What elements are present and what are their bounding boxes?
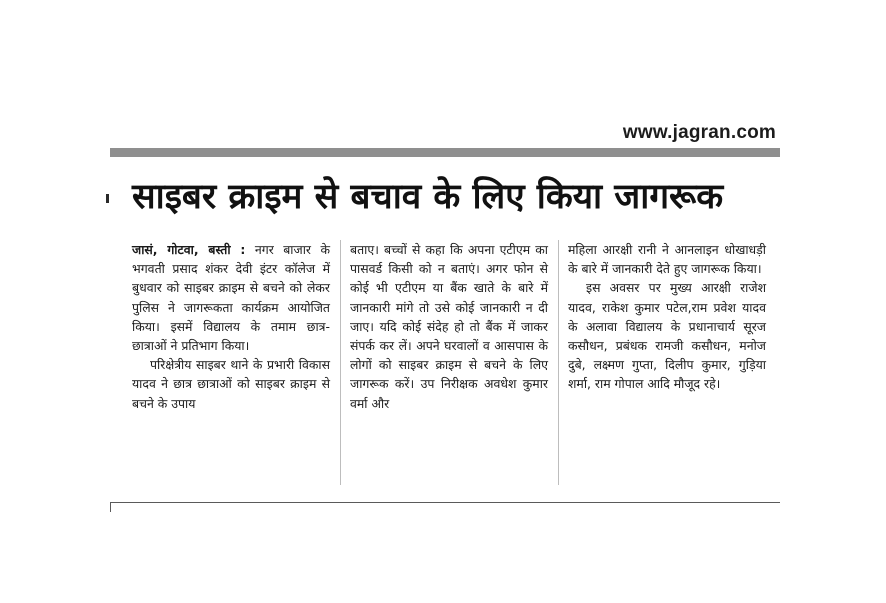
bottom-rule — [110, 502, 780, 503]
paragraph: इस अवसर पर मुख्य आरक्षी राजेश यादव, राकेश कुमार पटेल,राम प्रवेश यादव के अलावा विद्यालय के प्रधानाचार्य सूरज कसौधन, प्रबंधक रामजी कसौधन, मनोज दुबे, लक्ष्मण गुप्ता, दिलीप कुमार, गुड़िया शर्मा, राम गोपाल आदि मौजूद रहे। — [568, 280, 766, 392]
header-rule — [110, 148, 780, 157]
article-column-2 — [350, 240, 548, 413]
article-column-1 — [132, 240, 330, 413]
headline: साइबर क्राइम से बचाव के लिए किया जागरूक — [132, 177, 724, 217]
column-divider — [558, 240, 559, 485]
paragraph: बताए। बच्चों से कहा कि अपना एटीएम का पासवर्ड किसी को न बताएं। अगर फोन से कोई भी एटीएम या बैंक खाते के बारे में जानकारी मांगे तो उसे कोई जानकारी न दी जाए। यदि कोई संदेह हो तो बैंक में जाकर संपर्क कर लें। अपने घरवालों व आसपास के लोगों को साइबर क्राइम से बचने के लिए जागरूक करें। उप निरीक्षक अवधेश कुमार वर्मा और — [350, 242, 548, 411]
headline-marker — [106, 194, 109, 203]
corner-tick — [110, 502, 111, 512]
paragraph: महिला आरक्षी रानी ने आनलाइन धोखाधड़ी के बारे में जानकारी देते हुए जागरूक किया। — [568, 242, 766, 277]
paragraph — [132, 240, 330, 355]
paragraph: परिक्षेत्रीय साइबर थाने के प्रभारी विकास यादव ने छात्र छात्राओं को साइबर क्राइम से बचने के उपाय — [132, 357, 330, 411]
paragraph-text: नगर बाजार के भगवती प्रसाद शंकर देवी इंटर कॉलेज में बुधवार को साइबर क्राइम से बचने को लेकर पुलिस ने जागरूकता कार्यक्रम आयोजित किया। इसमें विद्यालय के तमाम छात्र-छात्राओं ने प्रतिभाग किया। — [132, 242, 330, 354]
column-divider — [340, 240, 341, 485]
article-column-3 — [568, 240, 766, 394]
website-url: www.jagran.com — [622, 122, 776, 143]
dateline: जासं, गोटवा, बस्ती : — [132, 242, 246, 257]
newspaper-clipping — [110, 88, 780, 518]
